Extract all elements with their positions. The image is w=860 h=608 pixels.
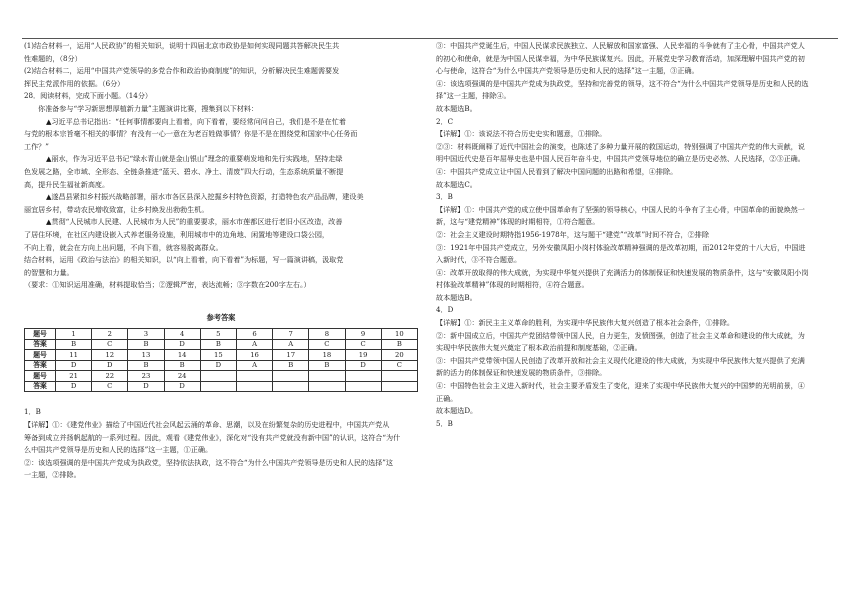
answer-table-cell: D bbox=[164, 339, 200, 350]
question-28-heading: 28．阅读材料，完成下面小题。（14分） bbox=[24, 91, 153, 101]
answer-1-detail: 【详解】①：《建党伟业》描绘了中国近代社会风起云涌的革命、思潮，以及在纷繁复杂的历史进程中，中国共产党从 bbox=[24, 420, 390, 430]
answer-table-cell: 13 bbox=[128, 350, 164, 361]
answer-table-cell: D bbox=[92, 360, 128, 371]
right-text-line: 【详解】①：新民主主义革命的胜利，为实现中华民族伟大复兴创造了根本社会条件，①排除。 bbox=[436, 318, 734, 328]
answer-table-row bbox=[25, 339, 418, 350]
answer-table-cell: 7 bbox=[273, 329, 309, 340]
right-text-line: 5．B bbox=[436, 418, 453, 428]
answer-table-cell: 16 bbox=[236, 350, 272, 361]
answer-table-cell: 22 bbox=[92, 371, 128, 382]
material-1-cont: 与党的根本宗旨毫不相关的事情？有没有一心一意在为老百姓做事情？你是不是在围绕党和国家中心任务而 bbox=[24, 129, 358, 139]
right-text-line: ④：中国特色社会主义进入新时代，社会主要矛盾发生了变化，迎来了实现中华民族伟大复兴的中国梦的光明前景，④ bbox=[436, 381, 805, 391]
answer-table-cell: 21 bbox=[56, 371, 92, 382]
right-text-line: 明中国近代史是百年屈辱史也是中国人民百年奋斗史，中国共产党领导地位的确立是历史必然、人民选择，②③正确。 bbox=[436, 154, 805, 164]
answer-table-cell: D bbox=[56, 381, 92, 392]
answer-table-cell: 2 bbox=[92, 329, 128, 340]
right-text-line: 4．D bbox=[436, 305, 454, 315]
answer-table-cell bbox=[236, 381, 272, 392]
answer-table-row-label: 答案 bbox=[25, 381, 56, 392]
answer-table-cell bbox=[381, 371, 417, 382]
answer-table-cell: 1 bbox=[56, 329, 92, 340]
question-28-requirements: （要求：①知识运用准确，材料提取恰当；②逻辑严密，表达流畅；③字数在200字左右。） bbox=[24, 280, 311, 290]
answer-table-cell: 12 bbox=[92, 350, 128, 361]
answer-table-cell bbox=[309, 371, 345, 382]
right-text-line: ②③：材料既阐释了近代中国社会的演变，也陈述了多种力量开展的救国运动，特别强调了中国共产党的伟大贡献，说 bbox=[436, 141, 805, 151]
answer-table-row bbox=[25, 381, 418, 392]
material-4-cont: 了居住环境，在社区内建设嵌入式养老服务设施，利用城市中的边角地、闲置地等建设口袋公园， bbox=[24, 229, 330, 239]
answer-1-option-2-end: 一主题，②排除。 bbox=[24, 470, 81, 480]
answer-table-cell: 4 bbox=[164, 329, 200, 340]
answer-table-cell: 20 bbox=[381, 350, 417, 361]
right-column bbox=[436, 40, 834, 430]
answer-table bbox=[24, 328, 418, 392]
answer-table-cell: D bbox=[200, 360, 236, 371]
answer-table-cell: 3 bbox=[128, 329, 164, 340]
answer-table-cell: 23 bbox=[128, 371, 164, 382]
right-text-line: 2．C bbox=[436, 116, 454, 126]
answer-table-cell: 17 bbox=[273, 350, 309, 361]
answer-table-cell: 14 bbox=[164, 350, 200, 361]
right-text-line: 新的活力的体制保证和快速发展的物质条件，③排除。 bbox=[436, 368, 607, 378]
answer-table-cell bbox=[273, 371, 309, 382]
answer-table-row bbox=[25, 350, 418, 361]
answer-table-cell: 15 bbox=[200, 350, 236, 361]
material-3-cont: 丽宜居乡村，带动农民增收致富，让乡村焕发出勃勃生机。 bbox=[24, 204, 209, 214]
right-text-line: 择”这一主题，排除④。 bbox=[436, 91, 511, 101]
right-text-line: 【详解】①：该说法不符合历史史实和题意，①排除。 bbox=[436, 129, 607, 139]
answer-table-cell bbox=[236, 371, 272, 382]
right-text-line: 故本题选B。 bbox=[436, 103, 477, 113]
material-summary: 不向上看，就会在方向上出问题，不向下看，就容易脱离群众。 bbox=[24, 242, 223, 252]
answer-table-cell: A bbox=[236, 360, 272, 371]
right-text-line: ④：中国共产党成立让中国人民看到了解决中国问题的出路和希望，④排除。 bbox=[436, 166, 678, 176]
answer-table-cell bbox=[200, 381, 236, 392]
right-text-line: 心与使命，这符合“为什么中国共产党领导是历史和人民的选择”这一主题，③正确。 bbox=[436, 66, 699, 76]
answer-table-cell: A bbox=[236, 339, 272, 350]
right-text-line: 故本题选B。 bbox=[436, 292, 477, 302]
answer-table-cell: B bbox=[56, 339, 92, 350]
answer-table-cell: B bbox=[309, 360, 345, 371]
answer-table-cell: 24 bbox=[164, 371, 200, 382]
answer-table-row-label: 题号 bbox=[25, 329, 56, 340]
answer-table-cell: B bbox=[164, 360, 200, 371]
answer-table-cell: B bbox=[200, 339, 236, 350]
answer-table-cell: B bbox=[273, 360, 309, 371]
right-text-line: ④：该选项强调的是中国共产党成为执政党，坚持和完善党的领导，这不符合“为什么中国共产党领导是历史和人民的选 bbox=[436, 78, 809, 88]
answer-table-cell: 18 bbox=[309, 350, 345, 361]
answer-table-cell: B bbox=[128, 339, 164, 350]
right-text-line: 入新时代，③不符合题意。 bbox=[436, 255, 522, 265]
right-text-line: 村体验改革精神”体现的时期相符，④符合题意。 bbox=[436, 280, 589, 290]
top-rule bbox=[22, 38, 838, 39]
answer-table-cell: C bbox=[92, 381, 128, 392]
right-text-line: ④：改革开放取得的伟大成就，为实现中华复兴提供了充满活力的体制保证和快速发展的物质条件，这与“安徽凤阳小岗 bbox=[436, 267, 809, 277]
right-text-line: ③：中国共产党带领中国人民创造了改革开放和社会主义现代化建设的伟大成就，为实现中华民族伟大复兴提供了充满 bbox=[436, 355, 805, 365]
answer-table-row bbox=[25, 371, 418, 382]
answer-table-cell: D bbox=[128, 381, 164, 392]
material-1-end: 工作？” bbox=[24, 141, 49, 151]
left-column bbox=[24, 40, 418, 482]
answer-table-cell: 11 bbox=[56, 350, 92, 361]
answer-table-cell: B bbox=[381, 339, 417, 350]
answer-table-cell bbox=[381, 381, 417, 392]
answer-table-row-label: 题号 bbox=[25, 350, 56, 361]
answer-table-cell: 6 bbox=[236, 329, 272, 340]
question-28-task: 结合材料，运用《政治与法治》的相关知识，以“向上看着，向下看着”为标题，写一篇演讲稿，汲取党 bbox=[24, 255, 344, 265]
answer-table-cell: 10 bbox=[381, 329, 417, 340]
question-28-task-cont: 的智慧和力量。 bbox=[24, 267, 74, 277]
question-27-1: (1)结合材料一，运用“人民政协”的相关知识，说明十四届北京市政协是如何实现同题共答解决民生共 bbox=[24, 41, 340, 50]
material-4: ▲贯彻“人民城市人民建、人民城市为人民”的重要要求，丽水市莲都区进行老旧小区改造，改善 bbox=[46, 217, 343, 227]
answer-1-number: 1．B bbox=[24, 407, 41, 417]
answer-table-cell: 19 bbox=[345, 350, 381, 361]
answer-1-detail-cont: 筹备到成立并扬帆起航的一系列过程。因此，观看《建党伟业》，深化对“没有共产党就没有新中国”的认识，这符合“为什 bbox=[24, 432, 401, 442]
answer-table-cell bbox=[273, 381, 309, 392]
right-text-line: 【详解】①：中国共产党的成立使中国革命有了坚强的领导核心，中国人民的斗争有了主心骨，中国革命的面貌焕然一 bbox=[436, 204, 805, 214]
answer-table-row bbox=[25, 329, 418, 340]
answer-table-cell bbox=[200, 371, 236, 382]
right-text-line: ③：中国共产党诞生后，中国人民谋求民族独立、人民解放和国家富强、人民幸福的斗争就有了主心骨，中国共产党人 bbox=[436, 41, 805, 50]
answer-table-cell bbox=[345, 381, 381, 392]
answer-table-cell: 5 bbox=[200, 329, 236, 340]
question-28-intro: 你准备参与“学习新思想厚植新力量”主题演讲比赛，搜集到以下材料： bbox=[38, 103, 259, 113]
material-3: ▲遂昌县紧扣乡村振兴战略部署，丽水市各区县深入挖掘乡村特色资源，打造特色农产品品牌，建设美 bbox=[46, 192, 364, 202]
answer-table-cell: A bbox=[273, 339, 309, 350]
answer-table-cell: C bbox=[309, 339, 345, 350]
right-text-line: 正确。 bbox=[436, 393, 458, 403]
question-27-1-cont: 性难题的，（8分） bbox=[24, 53, 82, 63]
right-text-line: 故本题选D。 bbox=[436, 406, 478, 416]
material-2-cont: 色发展之路，全市域、全形态、全链条推进“蓝天、碧水、净土、清废”四大行动，生态系统质量不断提 bbox=[24, 166, 344, 176]
answer-table-cell: 9 bbox=[345, 329, 381, 340]
answer-table-row-label: 题号 bbox=[25, 371, 56, 382]
material-1: ▲习近平总书记指出：“任何事情都要向上看着，向下看着，要经常问问自己，我们是不是在忙着 bbox=[46, 116, 346, 126]
answer-table-row-label: 答案 bbox=[25, 360, 56, 371]
right-text-line: 新，这与“建党精神”体现的时期相符，①符合题意。 bbox=[436, 217, 600, 227]
right-text-line: 故本题选C。 bbox=[436, 179, 477, 189]
question-27-2: (2)结合材料二，运用“中国共产党领导的多党合作和政治协商制度”的知识，分析解决民生难题需要发 bbox=[24, 66, 340, 76]
answer-table-cell: D bbox=[164, 381, 200, 392]
answer-table-cell bbox=[345, 371, 381, 382]
answer-table-cell: 8 bbox=[309, 329, 345, 340]
right-text-line: ③：1921年中国共产党成立，另外安徽凤阳小岗村体验改革精神强调的是改革初期，而2012年党的十八大后，中国进 bbox=[436, 242, 806, 252]
answer-table-row bbox=[25, 360, 418, 371]
material-2-end: 高，提升民生福祉新高度。 bbox=[24, 179, 110, 189]
answer-table-cell bbox=[309, 381, 345, 392]
answer-1-option-2: ②：该选项强调的是中国共产党成为执政党，坚持依法执政，这不符合“为什么中国共产党领导是历史和人民的选择”这 bbox=[24, 457, 394, 467]
answer-table-cell: C bbox=[92, 339, 128, 350]
right-text-line: 的初心和使命，就是为中国人民谋幸福，为中华民族谋复兴。因此，开展党史学习教育活动，加深理解中国共产党的初 bbox=[436, 53, 805, 63]
answer-table-cell: D bbox=[345, 360, 381, 371]
question-27-2-cont: 挥民主党派作用的依据。（6分） bbox=[24, 78, 125, 88]
answer-table-cell: C bbox=[381, 360, 417, 371]
answer-key-title: 参考答案 bbox=[206, 312, 236, 322]
answer-1-detail-end: 么中国共产党领导是历史和人民的选择”这一主题，①正确。 bbox=[24, 445, 213, 455]
answer-table-cell: B bbox=[128, 360, 164, 371]
right-text-line: 实现中华民族伟大复兴奠定了根本政治前提和制度基础，②正确。 bbox=[436, 343, 642, 353]
answer-table-row-label: 答案 bbox=[25, 339, 56, 350]
answer-table-cell: D bbox=[56, 360, 92, 371]
material-2: ▲丽水，作为习近平总书记“绿水青山就是金山银山”理念的重要萌发地和先行实践地，坚持走绿 bbox=[46, 154, 343, 164]
right-text-line: ②：社会主义建设时期特指1956-1978年，这与题干“建党”“改革”时间不符合，②排除 bbox=[436, 229, 709, 239]
right-text-line: 3．B bbox=[436, 192, 453, 202]
right-text-line: ②：新中国成立后，中国共产党团结带领中国人民，自力更生，发愤图强，创造了社会主义革命和建设的伟大成就，为 bbox=[436, 330, 805, 340]
answer-table-cell: C bbox=[345, 339, 381, 350]
